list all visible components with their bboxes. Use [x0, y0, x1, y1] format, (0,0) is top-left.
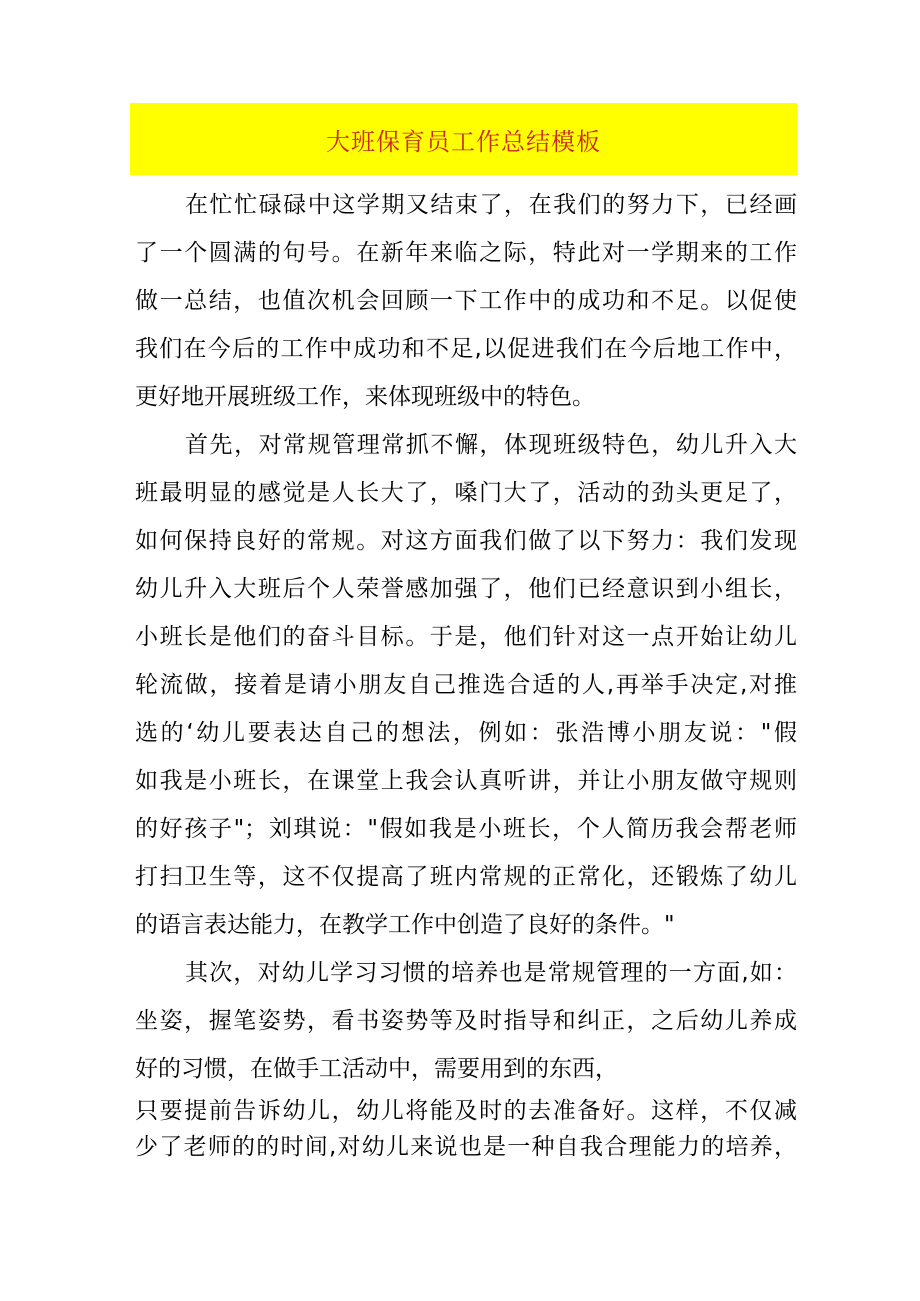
text-line: 的好孩子"；刘琪说："假如我是小班长，个人简历我会帮老师 [135, 816, 797, 842]
text-line: 其次，对幼儿学习习惯的培养也是常规管理的一方面,如： [185, 960, 797, 986]
text-line: 更好地开展班级工作，来体现班级中的特色。 [135, 384, 595, 410]
text-line: 小班长是他们的奋斗目标。于是，他们针对这一点开始让幼儿 [135, 624, 797, 650]
paragraph-1 [135, 181, 797, 421]
text-line: 轮流做，接着是请小朋友自己推选合适的人,再举手决定,对推 [135, 672, 797, 698]
text-line: 首先，对常规管理常抓不懈，体现班级特色，幼儿升入大 [185, 432, 797, 458]
text-line: 幼儿升入大班后个人荣誉感加强了，他们已经意识到小组长， [135, 576, 797, 602]
document-title: 大班保育员工作总结模板 [326, 127, 601, 156]
text-line: 做一总结，也值次机会回顾一下工作中的成功和不足。以促使 [135, 288, 797, 314]
text-line: 坐姿，握笔姿势，看书姿势等及时指导和纠正，之后幼儿养成 [135, 1008, 797, 1034]
title-banner [130, 103, 797, 175]
text-line: 的语言表达能力，在教学工作中创造了良好的条件。" [135, 912, 675, 938]
paragraph-2 [135, 421, 797, 949]
text-line: 班最明显的感觉是人长大了，嗓门大了，活动的劲头更足了， [135, 480, 797, 506]
text-line: 只要提前告诉幼儿，幼儿将能及时的去准备好。这样，不仅减 [135, 1098, 797, 1124]
text-line: 如何保持良好的常规。对这方面我们做了以下努力：我们发现 [135, 528, 797, 554]
text-line: 了一个圆满的句号。在新年来临之际，特此对一学期来的工作 [135, 240, 797, 266]
text-line: 我们在今后的工作中成功和不足,以促进我们在今后地工作中， [135, 336, 797, 362]
text-line: 少了老师的的时间,对幼儿来说也是一种自我合理能力的培养， [135, 1134, 797, 1160]
paragraph-3 [135, 949, 797, 1165]
document-body [135, 181, 797, 1165]
text-line: 如我是小班长，在课堂上我会认真听讲，并让小朋友做守规则 [135, 768, 797, 794]
text-line: 好的习惯，在做手工活动中，需要用到的东西， [135, 1056, 618, 1082]
text-line: 选的‘幼儿要表达自己的想法，例如：张浩博小朋友说："假 [135, 720, 797, 746]
text-line: 打扫卫生等，这不仅提高了班内常规的正常化，还锻炼了幼儿 [135, 864, 797, 890]
text-line: 在忙忙碌碌中这学期又结束了，在我们的努力下，已经画 [185, 192, 797, 218]
